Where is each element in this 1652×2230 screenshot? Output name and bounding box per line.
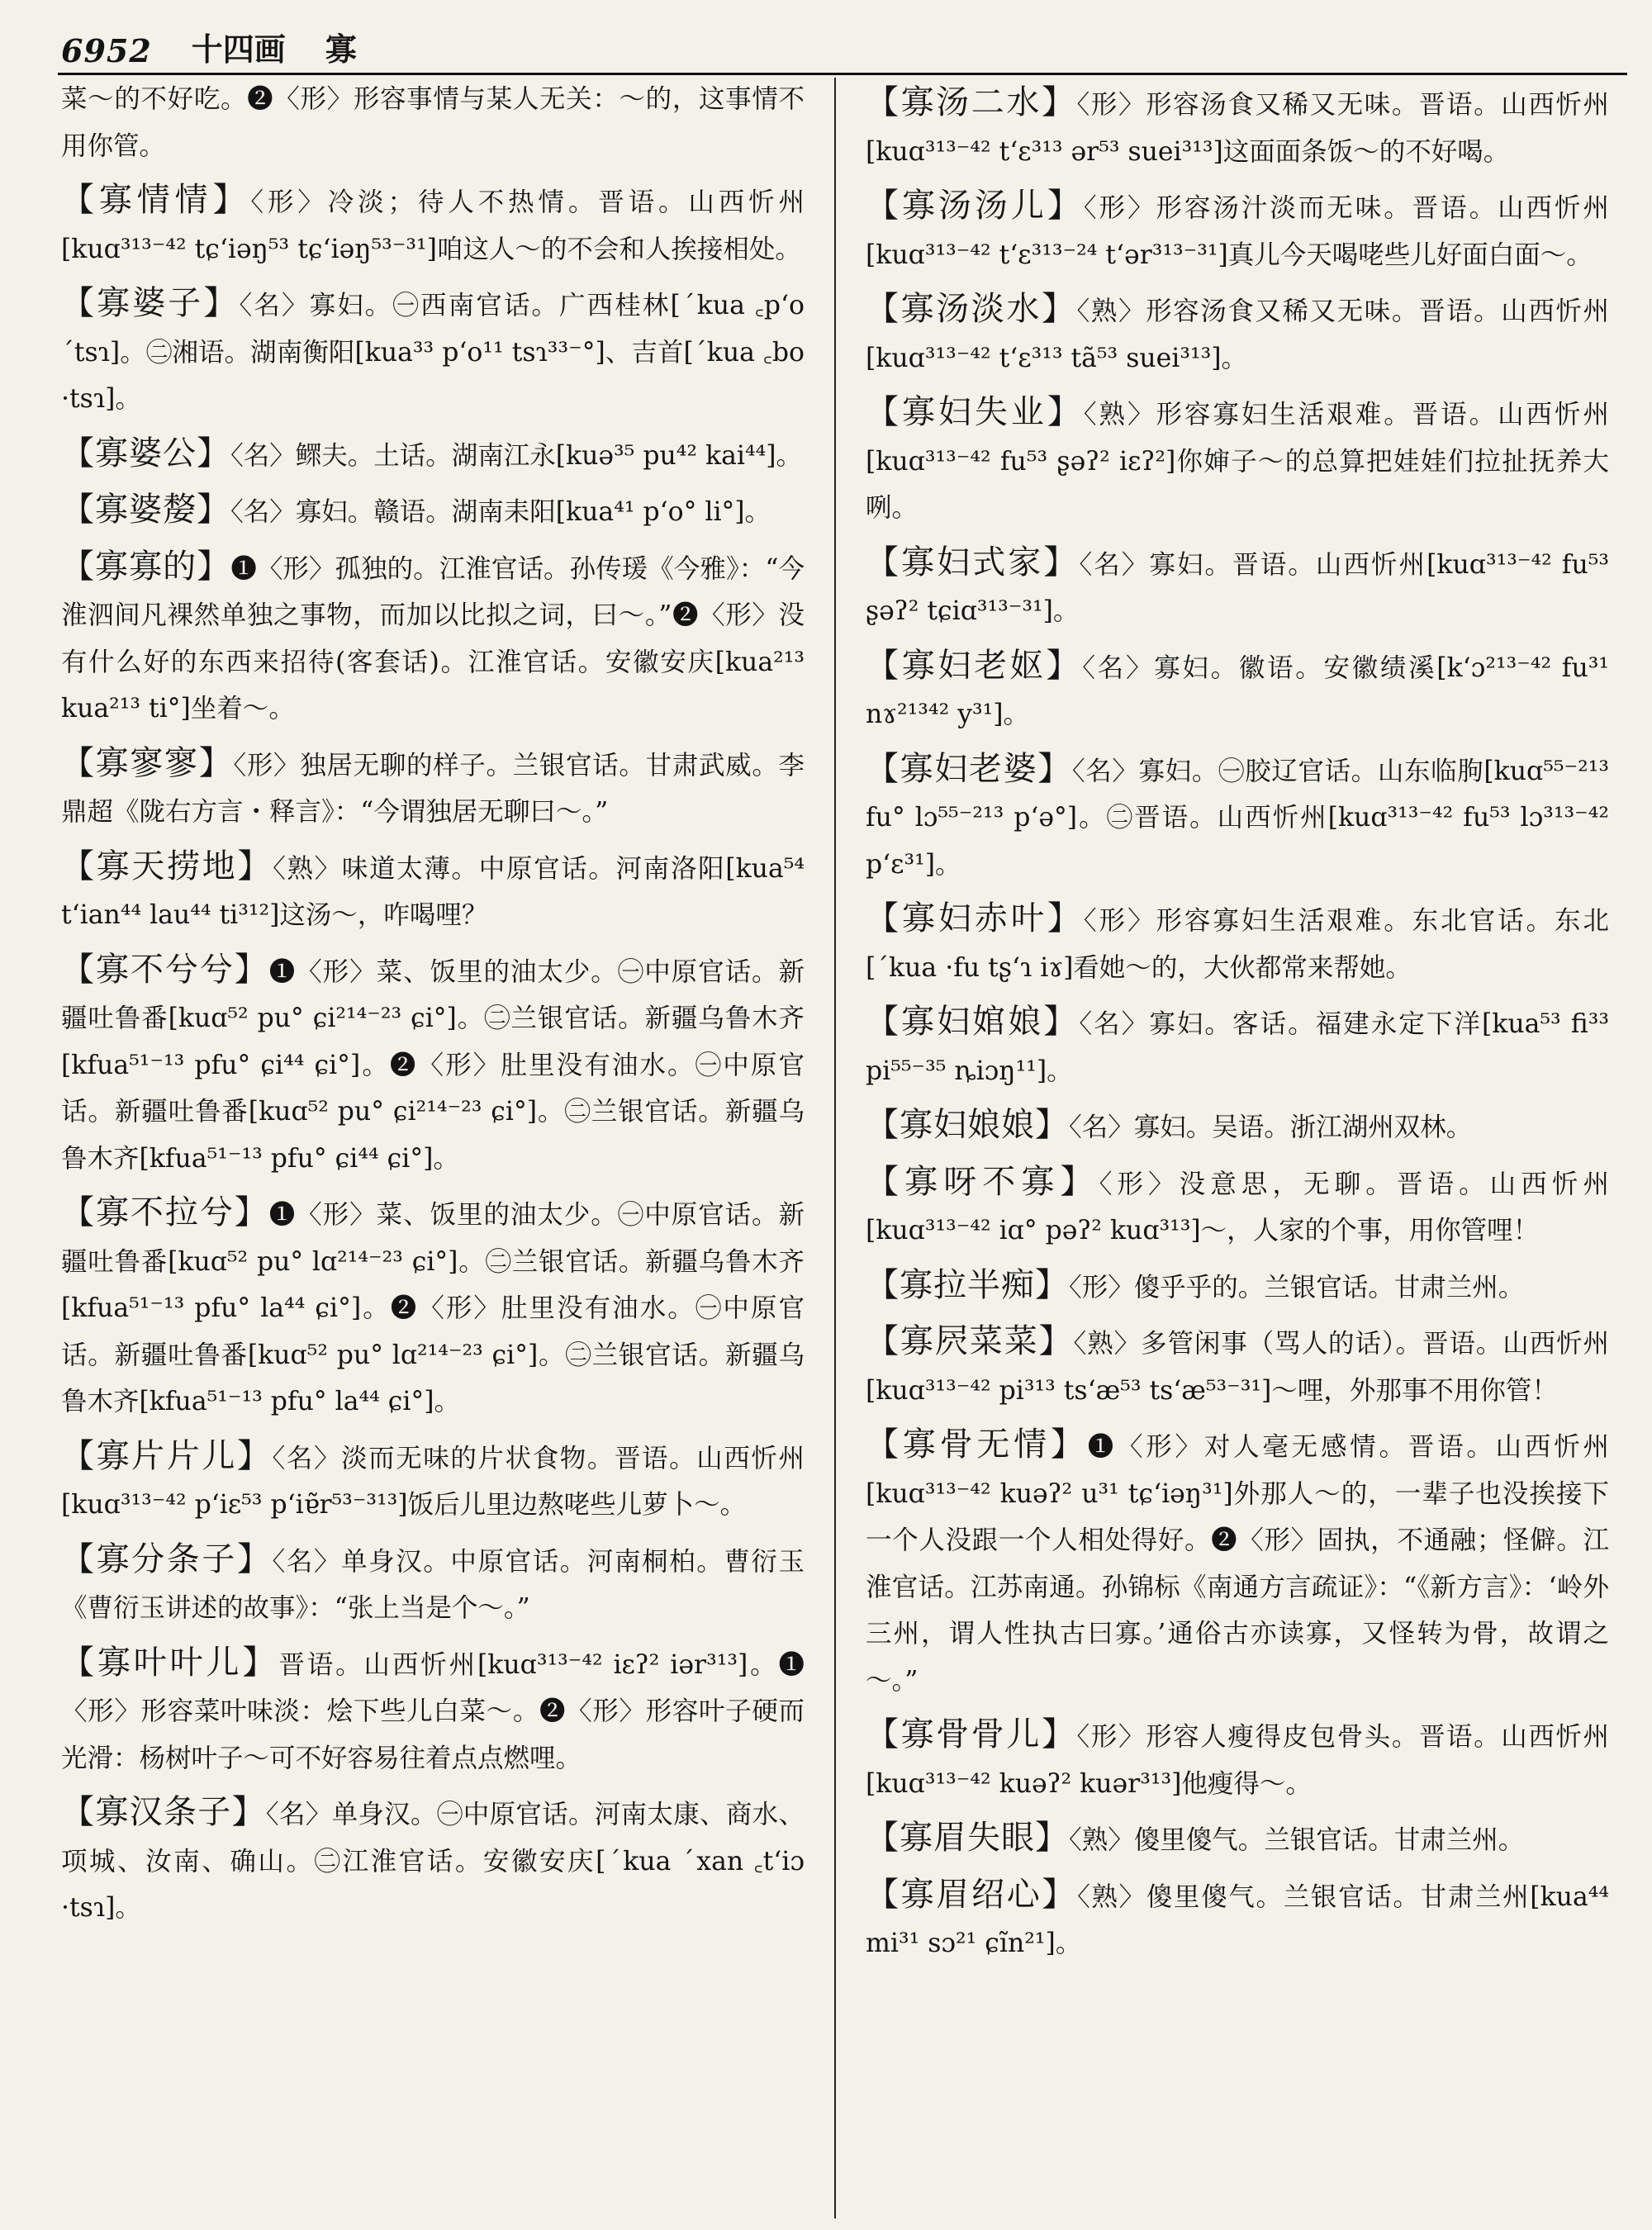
entry-headword: 【寡骨骨儿】 [866, 1715, 1077, 1753]
entry-definition: 〈名〉寡妇。吴语。浙江湖州双林。 [1069, 1113, 1473, 1142]
entry-definition: 〈名〉单身汉。中原官话。河南桐柏。曹衍玉《曹衍玉讲述的故事》：“张上当是个～。” [61, 1546, 805, 1623]
entry-definition: 〈名〉寡妇。赣语。湖南耒阳[kua⁴¹ pʻo° li°]。 [230, 497, 771, 527]
entry-definition: 〈熟〉形容寡妇生活艰难。晋语。山西忻州[kuɑ³¹³⁻⁴² fu⁵³ ʂəʔ² iɛʔ²]你婶子～的总算把娃娃们拉扯抚养大咧。 [866, 400, 1609, 523]
entry-headword: 【寡妇老妪】 [866, 646, 1083, 685]
entry-definition: 〈熟〉多管闲事（骂人的话）。晋语。山西忻州[kuɑ³¹³⁻⁴² pi³¹³ tsʻæ⁵³ tsʻæ⁵³⁻³¹]～哩，外那事不用你管！ [866, 1329, 1609, 1406]
entry-definition: 〈名〉寡妇。客话。福建永定下洋[kua⁵³ fi³³ pi⁵⁵⁻³⁵ ȵiɔŋ¹¹]。 [866, 1009, 1609, 1086]
entry-headword: 【寡不拉兮】 [61, 1193, 269, 1231]
entry-headword: 【寡汉条子】 [61, 1793, 266, 1831]
entry-definition: 〈形〉形容汤食又稀又无味。晋语。山西忻州[kuɑ³¹³⁻⁴² tʻɛ³¹³ ər⁵³ suei³¹³]这面面条饭～的不好喝。 [866, 90, 1609, 167]
entry-headword: 【寡汤汤儿】 [866, 187, 1084, 225]
entry-headword: 【寡妇娘娘】 [866, 1106, 1069, 1144]
continuation-text: 菜～的不好吃。❷〈形〉形容事情与某人无关：～的，这事情不用你管。 [61, 84, 805, 161]
entry-headword: 【寡寡的】 [61, 547, 231, 586]
entry-definition: 〈熟〉形容汤食又稀又无味。晋语。山西忻州[kuɑ³¹³⁻⁴² tʻɛ³¹³ tã⁵³ suei³¹³]。 [866, 297, 1609, 373]
entry-definition: 〈名〉寡妇。㊀胶辽官话。山东临朐[kuɑ⁵⁵⁻²¹³ fu° lɔ⁵⁵⁻²¹³ pʻə°]。㊁晋语。山西忻州[kuɑ³¹³⁻⁴² fu⁵³ lɔ³¹³⁻⁴² pʻɛ³¹]。 [866, 756, 1609, 880]
entry-headword: 【寡汤二水】 [866, 83, 1077, 121]
entry-definition: 〈形〉冷淡；待人不热情。晋语。山西忻州[kuɑ³¹³⁻⁴² tɕʻiəŋ⁵³ tɕʻiəŋ⁵³⁻³¹]咱这人～的不会和人挨接相处。 [61, 187, 805, 264]
entry-definition: 〈熟〉傻里傻气。兰银官话。甘肃兰州[kua⁴⁴ mi³¹ sɔ²¹ ɕĩn²¹]。 [866, 1881, 1609, 1958]
dictionary-entry [61, 1189, 805, 1426]
entry-headword: 【寡分条子】 [61, 1540, 273, 1578]
entry-headword: 【寡妇失业】 [866, 393, 1084, 431]
entry-headword: 【寡妇赤叶】 [866, 899, 1084, 937]
entry-definition: 晋语。山西忻州[kuɑ³¹³⁻⁴² iɛʔ² iər³¹³]。❶〈形〉形容菜叶味淡：烩下些儿白菜～。❷〈形〉形容叶子硬而光滑：杨树叶子～可不好容易往着点点燃哩。 [61, 1649, 805, 1773]
right-column [866, 79, 1609, 2218]
entry-headword: 【寡妇婠娘】 [866, 1003, 1080, 1041]
entry-headword: 【寡婆嫠】 [61, 491, 230, 529]
entry-headword: 【寡眉绍心】 [866, 1875, 1078, 1914]
dictionary-entry [866, 539, 1609, 635]
entry-headword: 【寡叶叶儿】 [61, 1643, 279, 1682]
dictionary-entry [866, 1872, 1609, 1967]
entry-definition: 〈熟〉味道太薄。中原官话。河南洛阳[kua⁵⁴ tʻian⁴⁴ lau⁴⁴ ti³¹²]这汤～，咋喝哩？ [61, 853, 805, 930]
head-character: 寡 [325, 31, 357, 68]
header-rule [58, 73, 1627, 75]
dictionary-entry [866, 895, 1609, 991]
column-divider [834, 78, 836, 2218]
right-entry-list [866, 79, 1609, 1967]
entry-definition: 〈形〉傻乎乎的。兰银官话。甘肃兰州。 [1069, 1272, 1525, 1302]
entry-headword: 【寡婆子】 [61, 284, 240, 322]
dictionary-entry [61, 740, 805, 836]
entry-definition: ❶〈形〉菜、饭里的油太少。㊀中原官话。新疆吐鲁番[kuɑ⁵² pu° lɑ²¹⁴⁻²³ ɕi°]。㊁兰银官话。新疆乌鲁木齐[kfua⁵¹⁻¹³ pfu° la⁴⁴ ɕi°]。❷〈形〉肚里没有油水。㊀中原官话。新疆吐鲁番[kuɑ⁵² pu° lɑ²¹⁴⁻²³ ɕi°]。㊁兰银官话。新疆乌鲁木齐[kfua⁵¹⁻¹³ pfu° la⁴⁴ ɕi°]。 [61, 1200, 805, 1416]
dictionary-entry [866, 389, 1609, 532]
entry-definition: 〈形〉形容人瘦得皮包骨头。晋语。山西忻州[kuɑ³¹³⁻⁴² kuəʔ² kuər³¹³]他瘦得～。 [866, 1722, 1609, 1799]
entry-definition: 〈名〉鳏夫。土话。湖南江永[kuə³⁵ pu⁴² kai⁴⁴]。 [230, 440, 803, 471]
dictionary-entry [61, 1433, 805, 1529]
dictionary-entry [866, 999, 1609, 1094]
dictionary-entry [61, 947, 805, 1183]
dictionary-entry [866, 286, 1609, 382]
entry-definition: 〈名〉寡妇。晋语。山西忻州[kuɑ³¹³⁻⁴² fu⁵³ ʂəʔ² tɕiɑ³¹³⁻³¹]。 [866, 549, 1609, 626]
entry-definition: 〈形〉形容寡妇生活艰难。东北官话。东北[ˊkua ·fu tʂʻɿ iɤ]看她～的，大伙都常来帮她。 [866, 906, 1609, 983]
dictionary-entry [866, 1159, 1609, 1255]
entry-headword: 【寡妇老婆】 [866, 749, 1072, 788]
entry-definition: 〈名〉寡妇。㊀西南官话。广西桂林[ˊkua ꜀pʻo ˊtsɿ]。㊁湘语。湖南衡阳[kua³³ pʻo¹¹ tsɿ³³⁻°]、吉首[ˊkua ꜀bo ·tsɿ]。 [61, 291, 805, 414]
entry-headword: 【寡妇式家】 [866, 543, 1080, 581]
dictionary-entry [866, 1421, 1609, 1704]
dictionary-entry [866, 79, 1609, 175]
dictionary-entry [866, 1318, 1609, 1414]
dictionary-entry [61, 543, 805, 733]
dictionary-entry [866, 1102, 1609, 1151]
entry-definition: ❶〈形〉孤独的。江淮官话。孙传瑗《今雅》：“今淮泗间凡裸然单独之事物，而加以比拟之词，曰～。”❷〈形〉没有什么好的东西来招待(客套话)。江淮官话。安徽安庆[kua²¹³ kua²¹³ ti°]坐着～。 [61, 553, 805, 724]
entry-headword: 【寡屄菜菜】 [866, 1322, 1074, 1360]
entry-headword: 【寡汤淡水】 [866, 290, 1077, 328]
entry-definition: ❶〈形〉对人毫无感情。晋语。山西忻州[kuɑ³¹³⁻⁴² kuəʔ² u³¹ tɕʻiəŋ³¹]外那人～的，一辈子也没挨接下一个人没跟一个人相处得好。❷〈形〉固执，不通融；怪僻。江淮官话。江苏南通。孙锦标《南通方言疏证》：“《新方言》：‘岭外三州，谓人性执古曰寡。’通俗古亦读寡，又怪转为骨，故谓之～。” [866, 1432, 1609, 1696]
entry-headword: 【寡情情】 [61, 181, 251, 219]
entry-headword: 【寡拉半痴】 [866, 1265, 1069, 1304]
entry-definition: ❶〈形〉菜、饭里的油太少。㊀中原官话。新疆吐鲁番[kuɑ⁵² pu° ɕi²¹⁴⁻²³ ɕi°]。㊁兰银官话。新疆乌鲁木齐[kfua⁵¹⁻¹³ pfu° ɕi⁴⁴ ɕi°]。❷〈形〉肚里没有油水。㊀中原官话。新疆吐鲁番[kuɑ⁵² pu° ɕi²¹⁴⁻²³ ɕi°]。㊁兰银官话。新疆乌鲁木齐[kfua⁵¹⁻¹³ pfu° ɕi⁴⁴ ɕi°]。 [61, 956, 805, 1174]
entry-definition: 〈名〉单身汉。㊀中原官话。河南太康、商水、项城、汝南、确山。㊁江淮官话。安徽安庆[ˊkua ˊxan ꜀tʻiɔ ·tsɿ]。 [61, 1800, 805, 1923]
page-header [61, 23, 1631, 69]
entry-headword: 【寡眉失眼】 [866, 1819, 1069, 1857]
dictionary-entry [866, 1711, 1609, 1807]
page-number: 6952 [61, 32, 152, 69]
dictionary-entry [61, 430, 805, 480]
dictionary-entry [866, 1815, 1609, 1864]
dictionary-entry [61, 1536, 805, 1632]
dictionary-entry [866, 183, 1609, 278]
entry-headword: 【寡寥寥】 [61, 743, 234, 782]
dictionary-entry [61, 486, 805, 536]
entry-headword: 【寡不兮兮】 [61, 950, 269, 989]
dictionary-entry [61, 1789, 805, 1932]
dictionary-entry [61, 177, 805, 273]
section-title: 十四画 [191, 31, 286, 68]
left-entry-list [61, 177, 805, 1932]
entry-headword: 【寡天捞地】 [61, 847, 273, 885]
entry-definition: 〈形〉没意思，无聊。晋语。山西忻州[kuɑ³¹³⁻⁴² iɑ° pəʔ² kuɑ³¹³]～，人家的个事，用你管哩！ [866, 1169, 1609, 1245]
dictionary-entry [61, 1639, 805, 1782]
entry-definition: 〈名〉淡而无味的片状食物。晋语。山西忻州[kuɑ³¹³⁻⁴² pʻiɛ⁵³ pʻiɐ̃r⁵³⁻³¹³]饭后儿里边熬咾些儿萝卜～。 [61, 1443, 805, 1520]
entry-headword: 【寡呀不寡】 [866, 1162, 1099, 1201]
dictionary-entry [866, 1262, 1609, 1312]
entry-headword: 【寡片片儿】 [61, 1436, 273, 1475]
dictionary-entry [866, 643, 1609, 738]
entry-headword: 【寡骨无情】 [866, 1426, 1088, 1464]
dictionary-entry [61, 843, 805, 939]
dictionary-entry [866, 746, 1609, 889]
entry-definition: 〈形〉形容汤汁淡而无味。晋语。山西忻州[kuɑ³¹³⁻⁴² tʻɛ³¹³⁻²⁴ tʻər³¹³⁻³¹]真儿今天喝咾些儿好面白面～。 [866, 193, 1609, 270]
entry-definition: 〈熟〉傻里傻气。兰银官话。甘肃兰州。 [1069, 1825, 1525, 1855]
entry-definition: 〈形〉独居无聊的样子。兰银官话。甘肃武威。李鼎超《陇右方言・释言》：“今谓独居无聊曰～。” [61, 750, 805, 827]
entry-headword: 【寡婆公】 [61, 434, 230, 472]
entry-definition: 〈名〉寡妇。徽语。安徽绩溪[kʻɔ²¹³⁻⁴² fu³¹ nɤ²¹³⁴² y³¹]。 [866, 652, 1609, 729]
dictionary-entry [61, 280, 805, 423]
left-column [61, 76, 805, 2218]
